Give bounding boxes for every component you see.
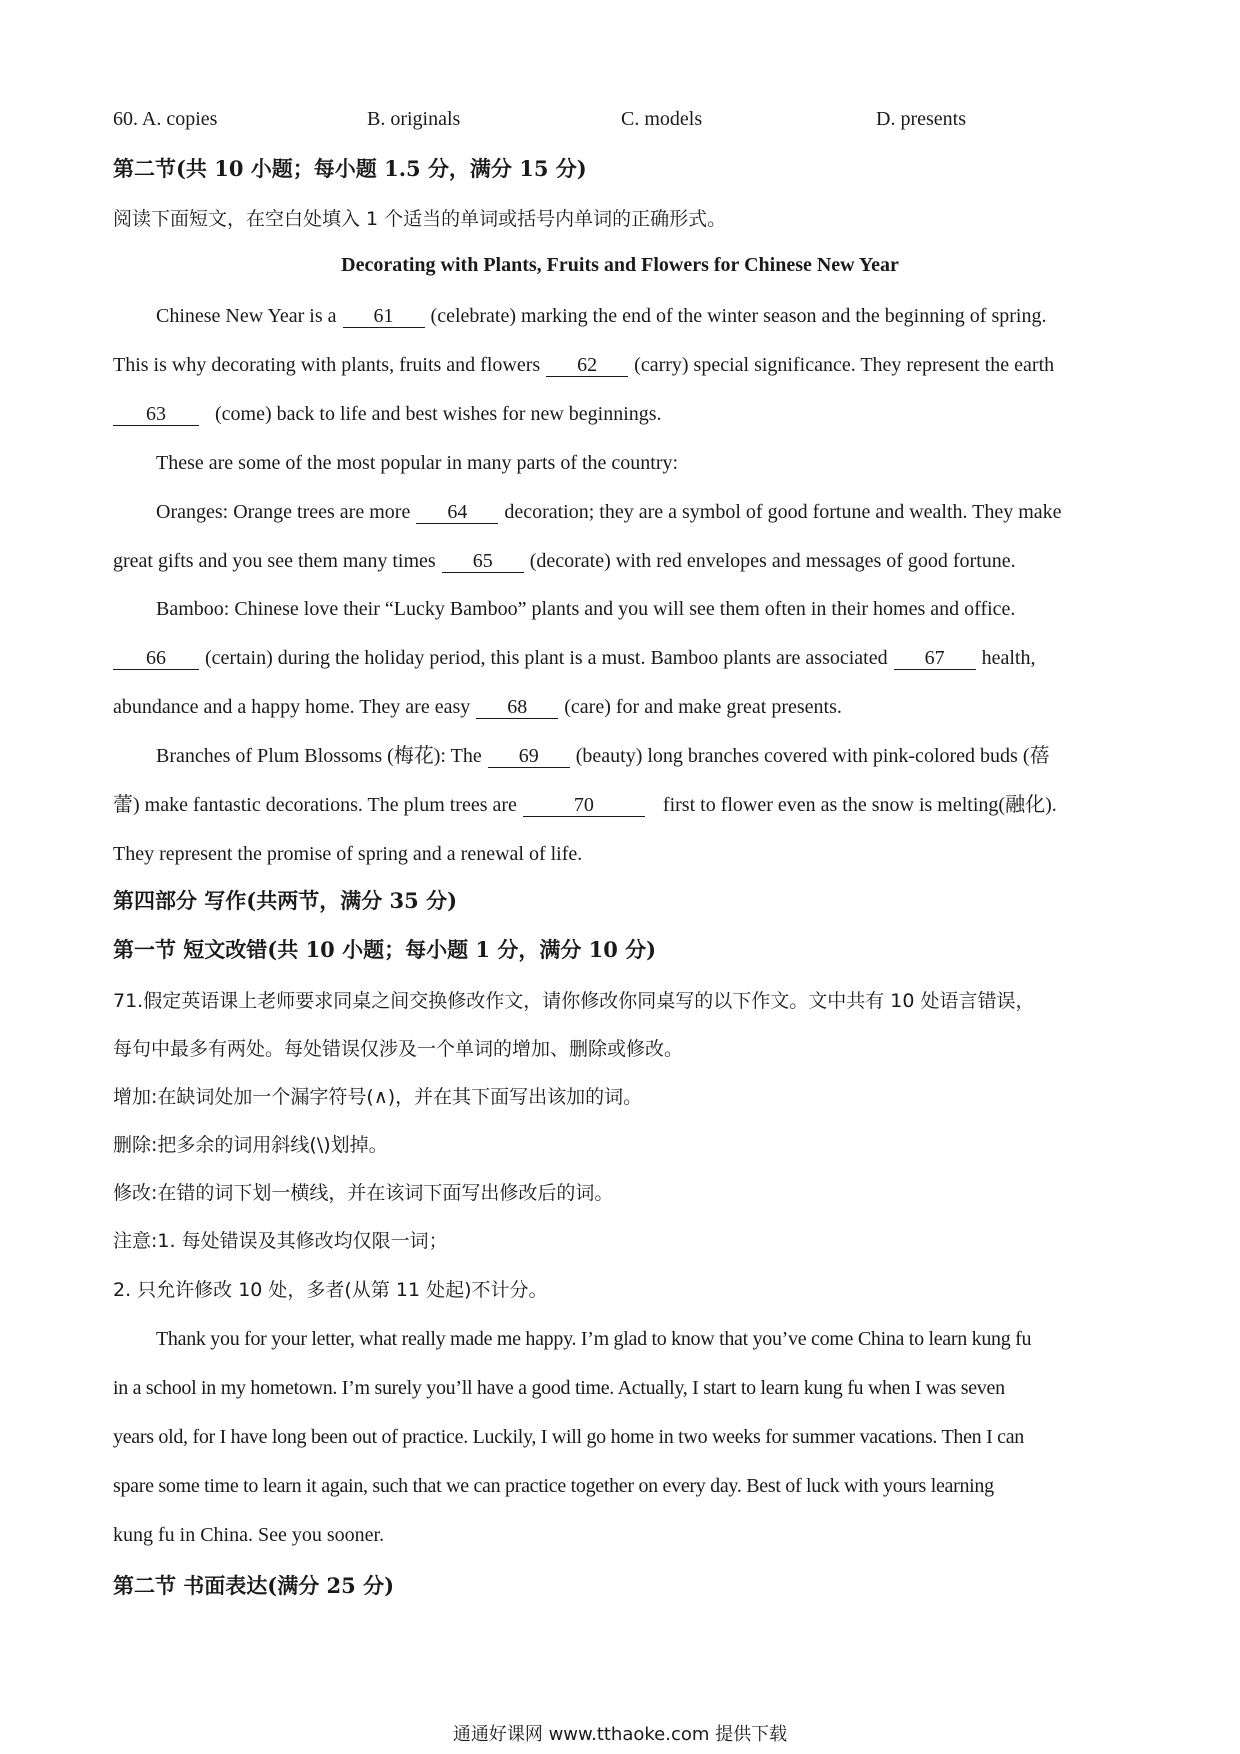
q71-line1: 71.假定英语课上老师要求同桌之间交换修改作文，请你修改你同桌写的以下作文。文中共有 10 处语言错误，: [113, 990, 1035, 1012]
essay-line4: spare some time to learn it again, such that we can practice together on every day. Best of luck with yours learning: [113, 1475, 994, 1497]
section1-heading: 第一节 短文改错(共 10 小题；每小题 1 分，满分 10 分): [113, 937, 657, 962]
essay-line5: kung fu in China. See you sooner.: [113, 1524, 385, 1546]
q60-option-a: 60. A. copies: [113, 108, 218, 130]
blank-66: 66: [113, 647, 199, 670]
q71-line2: 每句中最多有两处。每处错误仅涉及一个单词的增加、删除或修改。: [113, 1038, 684, 1060]
blank-70: 70: [523, 794, 645, 817]
q71-delete-rule: 删除:把多余的词用斜线(\)划掉。: [113, 1134, 388, 1156]
q60-option-b: B. originals: [367, 108, 461, 130]
passage-title: Decorating with Plants, Fruits and Flowers for Chinese New Year: [341, 254, 899, 276]
p5-line1: Branches of Plum Blossoms (梅花): The 69 (beauty) long branches covered with pink-colored buds (蓓: [156, 745, 1050, 767]
blank-67: 67: [894, 647, 976, 670]
p3-line1: Oranges: Orange trees are more 64 decoration; they are a symbol of good fortune and wealth. They make: [156, 501, 1062, 523]
blank-69: 69: [488, 745, 570, 768]
q60-option-c: C. models: [621, 108, 703, 130]
footer-credit: 通通好课网 www.tthaoke.com 提供下载: [452, 1724, 788, 1745]
p1-line3: 63 (come) back to life and best wishes for new beginnings.: [113, 401, 662, 427]
q71-modify-rule: 修改:在错的词下划一横线，并在该词下面写出修改后的词。: [113, 1182, 614, 1204]
section2b-heading: 第二节 书面表达(满分 25 分): [113, 1573, 395, 1598]
blank-61: 61: [343, 305, 425, 328]
p3-line2: great gifts and you see them many times 65 (decorate) with red envelopes and messages of good fortune.: [113, 550, 1016, 572]
blank-62: 62: [546, 354, 628, 377]
p4-line2: 66 (certain) during the holiday period, this plant is a must. Bamboo plants are associated 67 health,: [113, 645, 1035, 671]
p5-line2: 蕾) make fantastic decorations. The plum trees are 70 first to flower even as the snow is melting(融化).: [113, 794, 1057, 816]
q71-add-rule: 增加:在缺词处加一个漏字符号(∧)，并在其下面写出该加的词。: [113, 1086, 643, 1108]
essay-line1: Thank you for your letter, what really made me happy. I’m glad to know that you’ve come China to learn kung fu: [156, 1328, 1032, 1350]
q71-note1: 注意:1. 每处错误及其修改均仅限一词；: [113, 1230, 448, 1252]
q60-option-d: D. presents: [876, 108, 966, 130]
section2-instructions: 阅读下面短文，在空白处填入 1 个适当的单词或括号内单词的正确形式。: [113, 208, 727, 230]
p2-line: These are some of the most popular in many parts of the country:: [156, 452, 679, 474]
part4-heading: 第四部分 写作(共两节，满分 35 分): [113, 888, 458, 913]
blank-68: 68: [476, 696, 558, 719]
blank-64: 64: [416, 501, 498, 524]
blank-65: 65: [442, 550, 524, 573]
q71-note2: 2. 只允许修改 10 处，多者(从第 11 处起)不计分。: [113, 1279, 548, 1301]
p4-line3: abundance and a happy home. They are easy 68 (care) for and make great presents.: [113, 696, 842, 718]
p1-line1: Chinese New Year is a 61 (celebrate) marking the end of the winter season and the beginning of spring.: [156, 305, 1047, 327]
p1-line2: This is why decorating with plants, fruits and flowers 62 (carry) special significance. They represent the earth: [113, 354, 1055, 376]
section2-heading: 第二节(共 10 小题；每小题 1.5 分，满分 15 分): [113, 156, 587, 181]
blank-63: 63: [113, 403, 199, 426]
essay-line2: in a school in my hometown. I’m surely you’ll have a good time. Actually, I start to learn kung fu when I was seven: [113, 1377, 1005, 1399]
p5-line3: They represent the promise of spring and a renewal of life.: [113, 843, 583, 865]
essay-line3: years old, for I have long been out of practice. Luckily, I will go home in two weeks for summer vacations. Then I can: [113, 1426, 1024, 1448]
p4-line1: Bamboo: Chinese love their “Lucky Bamboo” plants and you will see them often in their homes and office.: [156, 598, 1016, 620]
